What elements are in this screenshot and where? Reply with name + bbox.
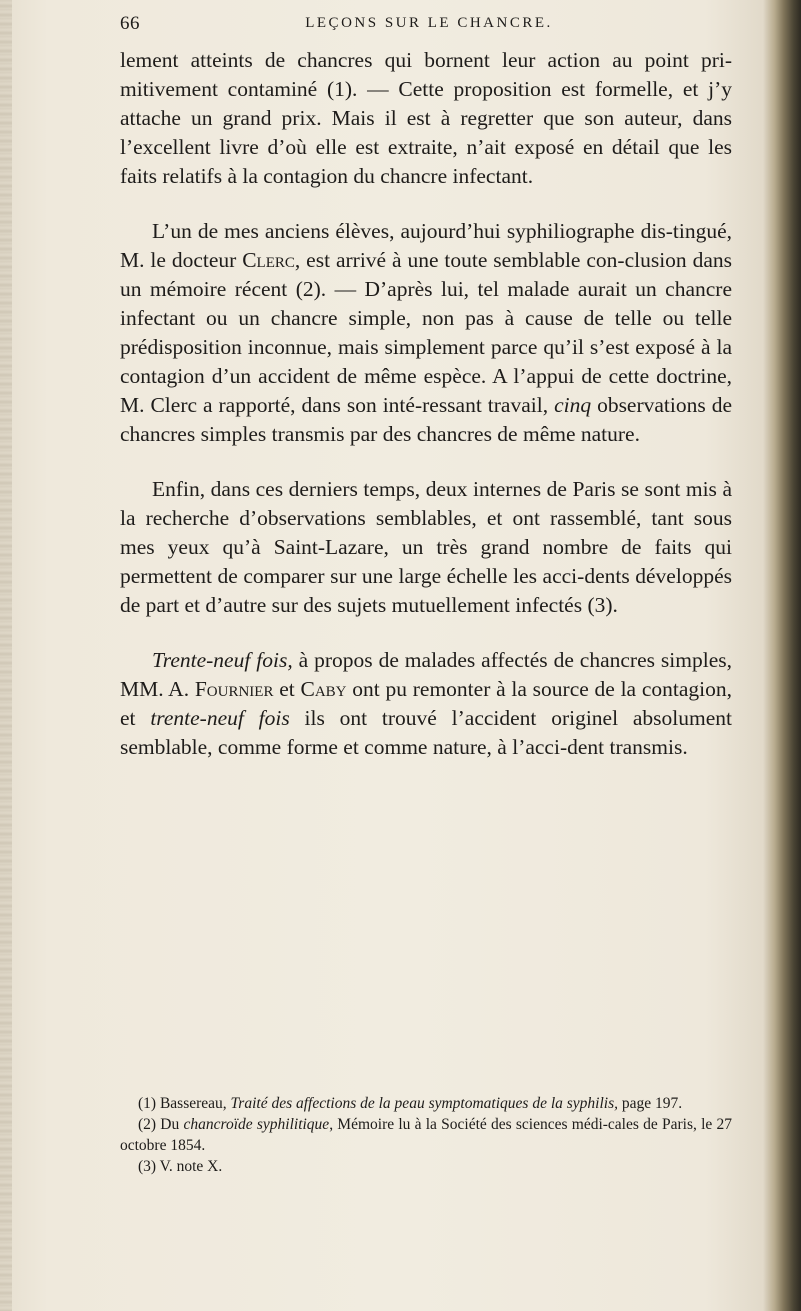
author-name-fournier: Fournier xyxy=(194,677,274,701)
paragraph-text: ils ont trouvé l’accident originel absolument semblable, comme forme et comme nature, à l’acci-dent transmis. xyxy=(120,706,732,759)
footnote-text: page 197. xyxy=(618,1095,683,1112)
emphasis: cinq xyxy=(554,393,592,417)
paragraph-text: L’un de mes anciens élèves, aujourd’hui syphiliographe dis-tingué, M. le docteur xyxy=(120,219,732,272)
paragraph-text: Enfin, dans ces derniers temps, deux internes de Paris se sont mis à la recherche d’observations semblables, et ont rassemblé, tant sous mes yeux qu’à Saint-Lazare, un très grand nombre de faits qui permettent de comparer sur une large échelle les acci-dents développés de part et d’autre sur des sujets mutuellement infectés (3). xyxy=(120,477,732,617)
paragraph xyxy=(120,217,732,449)
paragraph xyxy=(120,646,732,762)
footnote-title: chancroïde syphilitique xyxy=(183,1116,330,1133)
body-text xyxy=(120,46,732,788)
author-name-caby: Caby xyxy=(300,677,347,701)
author-name-clerc: Clerc xyxy=(242,248,295,272)
page-edge-shadow xyxy=(763,0,801,1311)
footnote-text: (3) V. note X. xyxy=(138,1158,223,1175)
footnote-text: (2) Du xyxy=(138,1116,184,1133)
paragraph-text: , est arrivé à une toute semblable con-clusion dans un mémoire récent (2). — D’après lui, tel malade aurait un chancre infectant ou un chancre simple, non pas à cause de telle ou telle prédisposition inconnue, mais simplement parce qu’il s’est exposé à la contagion d’un accident de même espèce. A l’appui de cette doctrine, M. Clerc a rapporté, dans son inté-ressant travail, xyxy=(120,248,732,417)
paragraph-text: à propos de malades affectés de chancres simples, MM. A. xyxy=(120,648,732,701)
emphasis: Trente-neuf fois, xyxy=(152,648,293,672)
page-number: 66 xyxy=(120,13,140,34)
footnotes xyxy=(120,1093,732,1177)
footnote-title: Traité des affections de la peau symptomatiques de la syphilis, xyxy=(230,1095,618,1112)
running-head xyxy=(120,13,730,37)
paragraph-text: ont pu remonter à la source de la contagion, et xyxy=(120,677,732,730)
footnote-text: , Mémoire lu à la Société des sciences médi-cales de Paris, le 27 octobre 1854. xyxy=(120,1116,732,1154)
page-gutter-shadow xyxy=(0,0,12,1311)
running-title: LEÇONS SUR LE CHANCRE. xyxy=(305,15,553,31)
paragraph xyxy=(120,475,732,620)
footnote xyxy=(120,1156,732,1177)
footnote-text: (1) Bassereau, xyxy=(138,1095,231,1112)
paragraph xyxy=(120,46,732,191)
paragraph-text: observations de chancres simples transmis par des chancres de même nature. xyxy=(120,393,733,446)
paragraph-text: lement atteints de chancres qui bornent leur action au point pri-mitivement contaminé (1). — Cette proposition est formelle, et j’y attache un grand prix. Mais il est à regretter que son auteur, dans l’excellent livre d’où elle est extraite, n’ait exposé en détail que les faits relatifs à la contagion du chancre infectant. xyxy=(120,48,732,188)
footnote xyxy=(120,1093,732,1114)
paragraph-text: et xyxy=(273,677,301,701)
emphasis: trente-neuf fois xyxy=(150,706,290,730)
footnote xyxy=(120,1114,732,1156)
